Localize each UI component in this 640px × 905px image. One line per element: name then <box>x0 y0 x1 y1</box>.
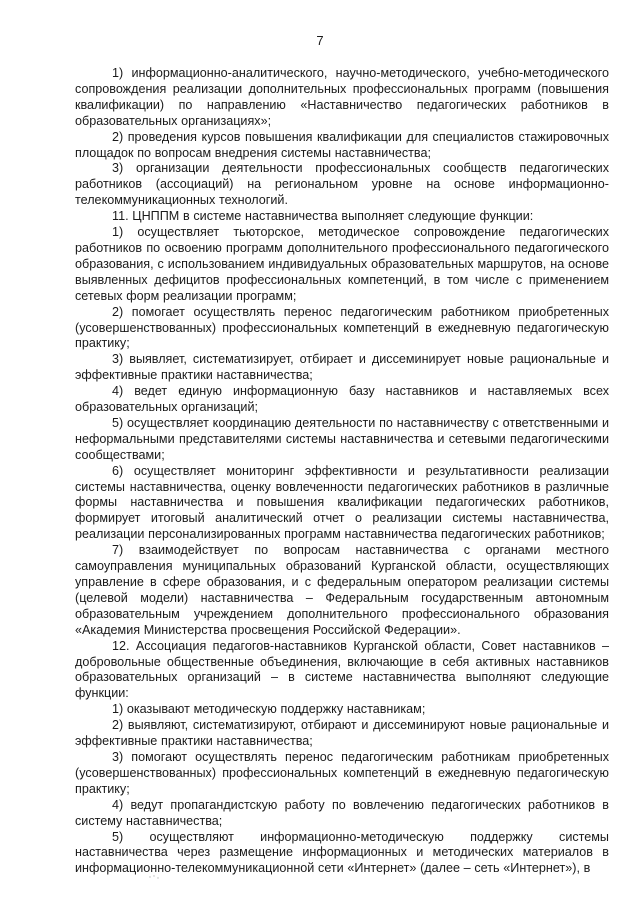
paragraph-3: 3) организации деятельности профессиональных сообществ педагогических работников (ассоциаций) на региональном уровне на основе информационно-телекоммуникационных технологий. <box>75 161 609 208</box>
paragraph-15: 5) осуществляют информационно-методическую поддержку системы наставничества через размещение информационных и методических материалов в информационно-телекоммуникационной сети «Интернет» (далее – сеть «Интернет»), в <box>75 829 609 876</box>
paragraph-7: 4) ведет единую информационную базу наставников и наставляемых всех образовательных организаций; <box>75 384 609 415</box>
paragraph-13: 3) помогают осуществлять перенос педагогическим работникам приобретенных (усовершенствованных) профессиональных компетенций в ежедневную педагогическую практику; <box>75 749 609 796</box>
paragraph-1: 1) информационно-аналитического, научно-методического, учебно-методического сопровождения реализации дополнительных профессиональных программ (повышения квалификации) по направлению «Наставничество педагогических работников в образовательных организациях»; <box>75 66 609 128</box>
document-body <box>75 66 609 877</box>
paragraph-2: 2) проведения курсов повышения квалификации для специалистов стажировочных площадок по вопросам внедрения системы наставничества; <box>75 129 609 160</box>
section-12-heading: 12. Ассоциация педагогов-наставников Курганской области, Совет наставников – добровольные общественные объединения, включающие в себя активных наставников образовательных организаций – в системе наставничества выполняют следующие функции: <box>75 638 609 701</box>
paragraph-11: 1) оказывают методическую поддержку наставникам; <box>112 702 426 717</box>
paragraph-9: 6) осуществляет мониторинг эффективности и результативности реализации системы наставничества, оценку вовлеченности педагогических работников в различные формы наставничества и повышения квалификации педагогических работников, формирует итоговый аналитический отчет о реализации системы наставничества, реализации персонализированных программ наставничества педагогических работников; <box>75 463 609 542</box>
paragraph-8: 5) осуществляет координацию деятельности по наставничеству с ответственными и неформальными представителями системы наставничества и сетевыми педагогическими сообществами; <box>75 415 609 462</box>
section-11-heading: 11. ЦНППМ в системе наставничества выполняет следующие функции: <box>112 209 534 224</box>
paragraph-12: 2) выявляют, систематизируют, отбирают и диссеминируют новые рациональные и эффективные практики наставничества; <box>75 718 609 749</box>
paragraph-6: 3) выявляет, систематизирует, отбирает и диссеминирует новые рациональные и эффективные практики наставничества; <box>75 352 609 383</box>
scan-mark-icon <box>148 874 160 880</box>
paragraph-5: 2) помогает осуществлять перенос педагогическим работником приобретенных (усовершенствованных) профессиональных компетенций в ежедневную педагогическую практику; <box>75 304 609 351</box>
paragraph-14: 4) ведут пропагандистскую работу по вовлечению педагогических работников в систему наставничества; <box>75 797 609 828</box>
paragraph-4: 1) осуществляет тьюторское, методическое сопровождение педагогических работников по освоению программ дополнительного профессионального педагогического образования, с использованием индивидуальных образовательных маршрутов, на основе выявленных дефицитов профессиональных компетенций, в том числе с применением сетевых форм реализации программ; <box>75 225 609 303</box>
paragraph-10: 7) взаимодействует по вопросам наставничества с органами местного самоуправления муниципальных образований Курганской области, осуществляющих управление в сфере образования, и с федеральным оператором реализации системы (целевой модели) наставничества – Федеральным государственным автономным образовательным учреждением дополнительного профессионального образования «Академия Министерства просвещения Российской Федерации». <box>75 543 609 637</box>
page-number: 7 <box>316 33 324 48</box>
